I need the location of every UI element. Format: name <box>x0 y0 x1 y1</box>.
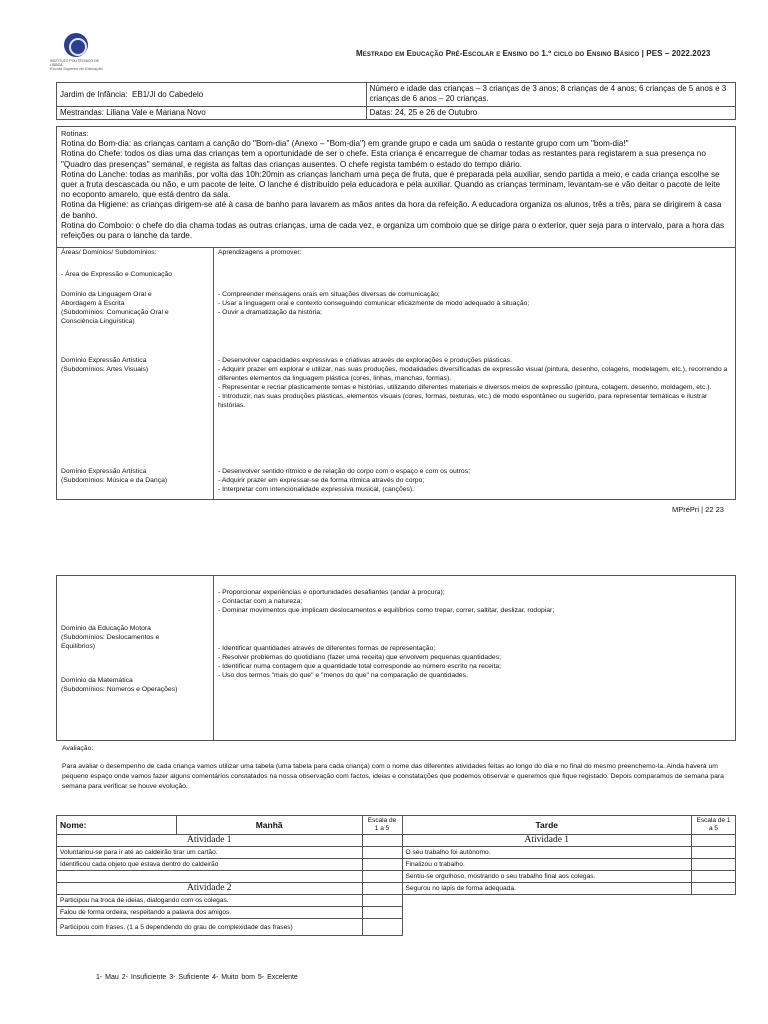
empty-cell <box>402 919 692 936</box>
empty-cell <box>692 907 736 919</box>
aprendizagens-header: Aprendizagens a promover: <box>218 249 302 256</box>
dominio-line: (Subdomínios: Deslocamentos e <box>61 634 160 641</box>
tarde-criterio: Sentiu-se orgulhoso, mostrando o seu trabalho final aos colegas. <box>402 871 692 883</box>
aprendizagem-item: - Compreender mensagens orais em situações diversas de comunicação; <box>218 291 440 298</box>
manha-criterio <box>57 871 363 883</box>
score-cell[interactable] <box>692 871 736 883</box>
rotinas-section <box>61 129 729 241</box>
aprendizagem-item: - Adquirir prazer em expressar-se de forma rítmica através do corpo; <box>218 477 425 484</box>
aprendizagem-item: - Desenvolver capacidades expressivas e criativas através de explorações e produções plásticas. <box>218 357 512 364</box>
tarde-criterio: Segurou no lápis de forma adequada. <box>402 883 692 895</box>
tarde-atividade-1: Atividade 1 <box>402 835 692 847</box>
aprendizagens-musica <box>218 467 730 494</box>
rotina-chefe: Rotina do Chefe: todos os dias uma das crianças tem a oportunidade de ser o chefe. Esta criança é encarregue de chamar todas as restantes para registarem a sua presença no "Quadro das presenças" semanal, e regista as faltas das crianças ausentes. O chefe regista também o estado do tempo diário. <box>61 149 706 169</box>
dominio-line: (Subdomínios: Artes Visuais) <box>61 366 149 373</box>
manha-criterio: Participou com frases. (1 a 5 dependendo do grau de complexidade das frases) <box>57 919 363 936</box>
nome-header: Nome: <box>57 816 177 835</box>
dominio-line: Domínio da Educação Motora <box>61 625 151 632</box>
aprendizagens-linguagem <box>218 290 730 317</box>
rotina-lanche: Rotina do Lanche: todas as manhãs, por volta das 10h:20min as crianças lancham uma peça de fruta, que é preparada pela auxiliar, sendo partida a meio, e cada criança escolhe se quer a fruta descascada ou não, e um pacote de leite. O lanche é distribuído pela educadora e pela auxiliar. Quando as crianças terminam, levantam-se e vão deitar o pacote de leite no ecoponto amarelo, que está dentro da sala. <box>61 169 721 200</box>
numero-value: 3 crianças de 3 anos; 8 crianças de 4 anos; 6 crianças de 5 anos e 3 crianças de 6 anos – 20 crianças. <box>369 84 727 103</box>
empty-cell <box>402 895 692 907</box>
dominio-artes <box>61 356 211 374</box>
logo-line-1: INSTITUTO POLITÉCNICO DE LISBOA <box>50 59 99 67</box>
score-cell[interactable] <box>362 859 402 871</box>
numero-label: Número e idade das crianças – <box>369 84 481 93</box>
score-cell[interactable] <box>362 919 402 936</box>
aprendizagem-item: - Identificar numa contagem que a quantidade total corresponde ao número escrito na receita; <box>218 663 501 670</box>
datas-cell <box>366 107 735 120</box>
dominio-line: Equilíbrios) <box>61 643 95 650</box>
mestrandas-cell <box>57 107 367 120</box>
dominio-musica <box>61 467 211 485</box>
planning-box-continued <box>56 575 736 741</box>
dominio-linguagem <box>61 290 211 326</box>
score-cell[interactable] <box>692 835 736 847</box>
manha-criterio: Identificou cada objeto que estava dentro do caldeirão <box>57 859 363 871</box>
rotina-bom-dia: Rotina do Bom-dia: as crianças cantam a canção do "Bom-dia" (Anexo – "Bom-dia") em grande grupo e cada um saúda o restante grupo com um "bom-dia!" <box>61 139 629 149</box>
rotina-comboio: Rotina do Comboio: o chefe do dia chama todas as outras crianças, uma de cada vez, e organiza um comboio que se dirige para o exterior, quer seja para o intervalo, para a hora das refeições ou para o lanche da tarde. <box>61 220 725 241</box>
document-header-title: Mestrado em Educação Pré-Escolar e Ensino do 1.º ciclo do Ensino Básico | PES – 2022.2023 <box>356 49 711 58</box>
manha-criterio: Falou de forma ordeira, respeitando a palavra dos amigos. <box>57 907 363 919</box>
empty-cell <box>402 907 692 919</box>
scale-legend: 1- Mau 2- Insuficiente 3- Suficiente 4- Muito bom 5- Excelente <box>96 974 298 981</box>
aprendizagem-item: - Representar e recriar plasticamente temas e histórias, utilizando diferentes materiais e diversos meios de expressão (pintura, colagem, desenho, moldagem, etc.). <box>218 384 712 391</box>
dominio-line: Domínio da Matemática <box>61 677 133 684</box>
aprendizagem-item: - Resolver problemas do quotidiano (fazer uma receita) que envolvem pequenas quantidades; <box>218 654 501 661</box>
aprendizagem-item: - Desenvolver sentido rítmico e de relação do corpo com o espaço e com os outros; <box>218 468 470 475</box>
aprendizagem-item: - Identificar quantidades através de diferentes formas de representação; <box>218 645 436 652</box>
aprendizagens-matematica <box>218 644 730 680</box>
datas-value: 24, 25 e 26 de Outubro <box>394 108 478 117</box>
dominio-line: (Subdomínios: Números e Operações) <box>61 686 178 693</box>
dominio-line: (Subdomínios: Música e da Dança) <box>61 477 168 484</box>
evaluation-table <box>56 815 736 936</box>
avaliacao-text: Para avaliar o desempenho de cada criança vamos utilizar uma tabela (uma tabela para cada criança) com o nome das diferentes atividades feitas ao longo do dia e no final do mesmo preenchemo-la. Ainda haverá um pequeno espaço onde vamos fazer alguns comentários constatados na nossa observação com factos, ideias e constatações que podemos observar e queremos que fique registado. Depois comparamos de semana para semana para verificar se houve evolução. <box>62 763 724 790</box>
aprendizagens-artes <box>218 356 730 410</box>
score-cell[interactable] <box>362 895 402 907</box>
score-cell[interactable] <box>692 847 736 859</box>
aprendizagem-item: - Interpretar com intencionalidade expressiva musical, (canções). <box>218 486 415 493</box>
dominio-line: Abordagem à Escrita <box>61 300 125 307</box>
divider <box>213 576 214 740</box>
score-cell[interactable] <box>362 907 402 919</box>
divider <box>213 247 214 499</box>
score-cell[interactable] <box>362 883 402 895</box>
manha-header: Manhã <box>176 816 362 835</box>
empty-cell <box>692 919 736 936</box>
numero-cell <box>366 83 735 107</box>
institution-logo-icon <box>64 33 88 57</box>
tarde-criterio: O seu trabalho foi autónomo. <box>402 847 692 859</box>
score-cell[interactable] <box>362 835 402 847</box>
planning-box <box>56 126 736 500</box>
institution-logo-text <box>50 59 110 71</box>
manha-criterio: Voluntariou-se para ir até ao caldeirão tirar um cartão. <box>57 847 363 859</box>
aprendizagem-item: - Uso dos termos "mais do que" e "menos do que" na comparação de quantidades. <box>218 672 468 679</box>
score-cell[interactable] <box>692 859 736 871</box>
avaliacao-title: Avaliação: <box>62 745 94 752</box>
manha-atividade-2: Atividade 2 <box>57 883 363 895</box>
manha-criterio: Participou na troca de ideias, dialogando com os colegas. <box>57 895 363 907</box>
aprendizagem-item: - Ouvir a dramatização da história; <box>218 309 322 316</box>
manha-atividade-1: Atividade 1 <box>57 835 363 847</box>
dominio-matematica <box>61 676 211 694</box>
page-number: MPréPri | 22 23 <box>672 505 724 514</box>
aprendizagem-item: - Usar a linguagem oral e contexto conseguindo comunicar eficazmente de modo adequado à situação; <box>218 300 530 307</box>
mestrandas-value: Liliana Vale e Mariana Novo <box>106 108 206 117</box>
score-cell[interactable] <box>362 871 402 883</box>
tarde-header: Tarde <box>402 816 692 835</box>
dominio-line: (Subdomínios: Comunicação Oral e <box>61 309 169 316</box>
jardim-value: EB1/JI do Cabedelo <box>132 89 204 99</box>
jardim-label: Jardim de Infância: <box>60 89 128 99</box>
empty-cell <box>692 895 736 907</box>
aprendizagem-item: - Adquirir prazer em explorar e utilizar, nas suas produções, modalidades diversificadas de expressão visual (pintura, desenho, colagens, modelagem, etc.), recorrendo a diferentes elementos da linguagem plástica (cores, linhas, manchas, formas). <box>218 366 728 382</box>
dominio-line: Consciência Linguística) <box>61 318 135 325</box>
dominio-line: Domínio da Linguagem Oral e <box>61 291 152 298</box>
avaliacao-section <box>62 744 730 792</box>
area-expressao: - Área de Expressão e Comunicação <box>61 271 173 278</box>
areas-header: Áreas/ Domínios/ Subdomínios: <box>61 249 157 256</box>
info-table <box>56 82 736 120</box>
aprendizagem-item: - Contactar com a natureza; <box>218 598 303 605</box>
rotina-higiene: Rotina da Higiene: as crianças dirigem-se até à casa de banho para lavarem as mãos antes da hora da refeição. A educadora organiza os alunos, três a três, para se dirigirem à casa de banho. <box>61 200 722 220</box>
dominio-line: Domínio Expressão Artística <box>61 468 147 475</box>
mestrandas-label: Mestrandas: <box>60 108 105 117</box>
score-cell[interactable] <box>362 847 402 859</box>
logo-line-2: Escola Superior de Educação <box>50 66 103 71</box>
escala-manha-header: Escala de 1 a 5 <box>362 816 402 835</box>
tarde-criterio: Finalizou o trabalho. <box>402 859 692 871</box>
dominio-line: Domínio Expressão Artística <box>61 357 147 364</box>
score-cell[interactable] <box>692 883 736 895</box>
aprendizagens-motora <box>218 588 730 615</box>
jardim-cell <box>57 83 367 107</box>
datas-label: Datas: <box>369 108 393 117</box>
aprendizagem-item: - Proporcionar experiências e oportunidades desafiantes (andar à procura); <box>218 589 445 596</box>
rotinas-title: Rotinas: <box>61 129 89 138</box>
dominio-motora <box>61 624 211 651</box>
escala-tarde-header: Escala de 1 a 5 <box>692 816 736 835</box>
aprendizagem-item: - Dominar movimentos que implicam deslocamentos e equilíbrios como trepar, correr, saltitar, deslizar, rodopiar; <box>218 607 555 614</box>
aprendizagem-item: - Introduzir, nas suas produções plásticas, elementos visuais (cores, formas, texturas, etc.) de modo espontâneo ou sugerido, para representar temáticas e ilustrar histórias. <box>218 393 708 409</box>
